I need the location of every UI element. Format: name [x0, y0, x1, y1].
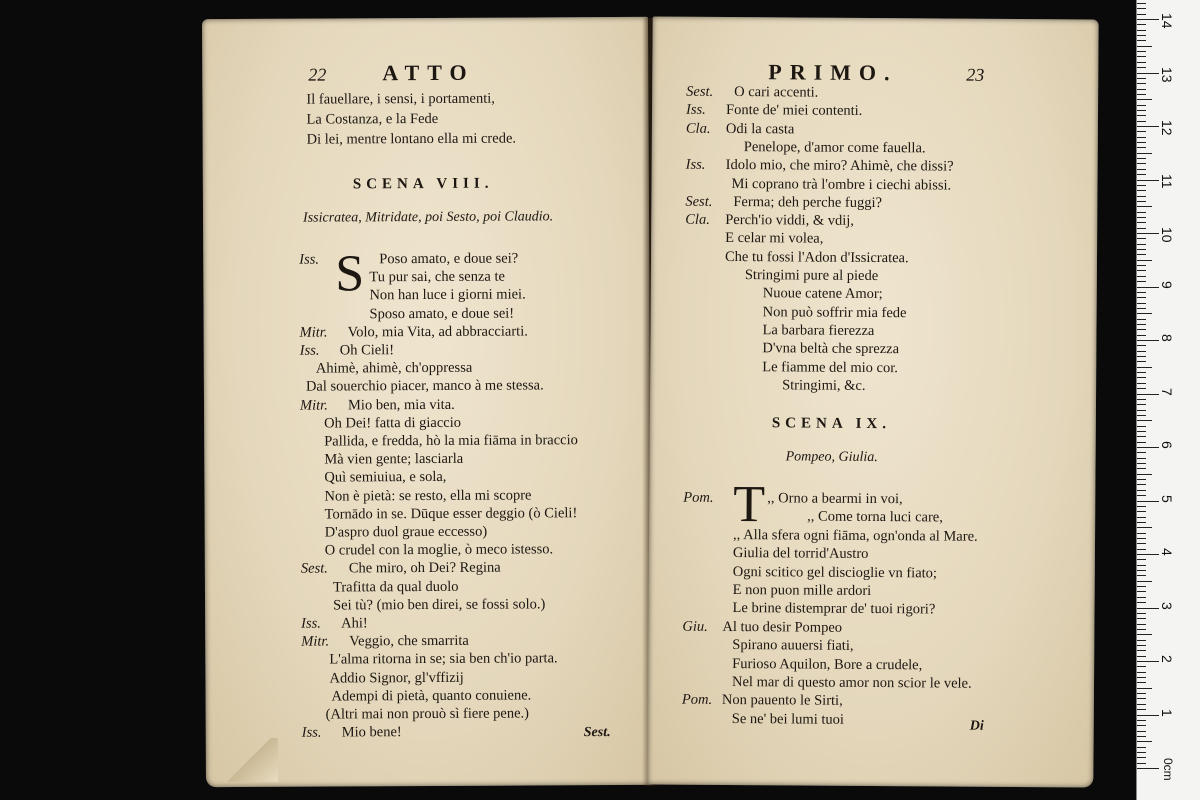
- ruler-tick: [1137, 608, 1159, 609]
- ruler-tick: [1137, 383, 1146, 384]
- ruler-tick: [1137, 78, 1146, 79]
- ruler-tick: [1137, 276, 1146, 277]
- ruler-tick: [1137, 19, 1159, 20]
- page-number: 22: [308, 64, 327, 85]
- ruler-tick: [1137, 741, 1152, 742]
- ruler-tick: [1137, 222, 1146, 223]
- speaker-label: Sest.: [685, 193, 713, 210]
- verse-line: Non è pietà: se resto, ella mi scopre: [324, 487, 532, 505]
- speaker-label: Cla.: [685, 120, 711, 137]
- ruler-tick: [1137, 190, 1146, 191]
- ruler-tick: [1137, 543, 1146, 544]
- ruler-tick: [1137, 736, 1146, 737]
- running-header: ATTO: [382, 59, 475, 86]
- ruler-tick: [1137, 254, 1146, 255]
- ruler-tick: [1137, 249, 1146, 250]
- ruler-number: 12: [1159, 120, 1175, 136]
- catchword: Sest.: [583, 725, 611, 741]
- ruler-tick: [1137, 725, 1146, 726]
- verse-line: Addio Signor, gl'vffizij: [329, 669, 464, 687]
- ruler-tick: [1137, 196, 1146, 197]
- verse-line: Non può soffrir mia fede: [762, 303, 907, 321]
- ruler-number: 3: [1159, 601, 1175, 610]
- ruler-tick: [1137, 468, 1146, 469]
- verse-line: ,, Orno a bearmi in voi,: [767, 490, 903, 508]
- verse-line: Pallida, e fredda, hò la mia fiāma in braccio: [324, 432, 578, 450]
- ruler-number: 10: [1159, 227, 1175, 243]
- ruler-tick: [1137, 270, 1146, 271]
- dramatis-personae: Issicratea, Mitridate, poi Sesto, poi Claudio.: [302, 209, 554, 226]
- ruler-tick: [1137, 645, 1146, 646]
- ruler-tick: [1137, 715, 1159, 716]
- ruler-tick: [1137, 351, 1146, 352]
- ruler-tick: [1137, 217, 1146, 218]
- text-line: Il fauellare, i sensi, i portamenti,: [306, 90, 495, 108]
- ruler-tick: [1137, 747, 1146, 748]
- speaker-label: Pom.: [681, 692, 713, 709]
- ruler-tick: [1137, 30, 1146, 31]
- left-page: [202, 17, 652, 787]
- verse-line: O cari accenti.: [734, 84, 819, 101]
- ruler-number: 7: [1159, 387, 1175, 396]
- ruler-tick: [1137, 153, 1152, 154]
- speaker-label: Cla.: [685, 211, 710, 228]
- ruler-tick: [1137, 121, 1146, 122]
- ruler-number: 2: [1159, 655, 1175, 663]
- ruler-tick: [1137, 89, 1146, 90]
- ruler-tick: [1137, 212, 1146, 213]
- ruler-tick: [1137, 345, 1146, 346]
- verse-line: Trafitta da qual duolo: [332, 578, 459, 596]
- ruler-tick: [1137, 94, 1146, 95]
- ruler-tick: [1137, 46, 1152, 47]
- ruler-tick: [1137, 174, 1146, 175]
- ruler-tick: [1137, 297, 1146, 298]
- ruler-tick: [1137, 565, 1146, 566]
- verse-line: L'alma ritorna in se; sia ben ch'io parta.: [329, 650, 558, 668]
- ruler-tick: [1137, 436, 1146, 437]
- verse-line: D'aspro duol graue eccesso): [324, 523, 488, 541]
- ruler-tick: [1137, 126, 1159, 127]
- verse-line: Fonte de' miei contenti.: [725, 102, 863, 120]
- verse-line: Mi coprano trà l'ombre i ciechi abissi.: [731, 175, 952, 194]
- ruler-tick: [1137, 688, 1152, 689]
- verse-line: Poso amato, e doue sei?: [379, 250, 519, 268]
- ruler-number: 4: [1159, 548, 1175, 556]
- ruler-number: 8: [1159, 334, 1175, 342]
- verse-line: Sposo amato, e doue sei!: [369, 305, 515, 322]
- ruler-unit: 0cm: [1161, 758, 1175, 781]
- speaker-label: Iss.: [299, 251, 320, 268]
- ruler-tick: [1137, 757, 1146, 758]
- speaker-label: Mitr.: [299, 397, 328, 414]
- text-line: Di lei, mentre lontano ella mi crede.: [306, 130, 517, 148]
- ruler-tick: [1137, 14, 1146, 15]
- ruler-tick: [1137, 677, 1146, 678]
- verse-line: Furioso Aquilon, Bore a crudele,: [732, 655, 923, 673]
- verse-line: Al tuo desir Pompeo: [722, 618, 843, 636]
- ruler-tick: [1137, 533, 1146, 534]
- ruler-tick: [1137, 99, 1152, 100]
- ruler-tick: [1137, 394, 1159, 395]
- ruler-tick: [1137, 399, 1146, 400]
- ruler-tick: [1137, 303, 1146, 304]
- ruler-tick: [1137, 40, 1146, 41]
- ruler-tick: [1137, 201, 1146, 202]
- dramatis-personae: Pompeo, Giulia.: [785, 449, 878, 466]
- speaker-label: Giu.: [682, 618, 708, 635]
- ruler-tick: [1137, 415, 1146, 416]
- speaker-label: Iss.: [301, 615, 321, 632]
- verse-line: Che tu fossi l'Adon d'Issicratea.: [724, 248, 909, 266]
- ruler-tick: [1137, 361, 1146, 362]
- ruler-tick: [1137, 672, 1146, 673]
- verse-line: Nuoue catene Amor;: [762, 285, 883, 303]
- ruler-tick: [1137, 698, 1146, 699]
- ruler-tick: [1137, 185, 1146, 186]
- ruler-tick: [1137, 340, 1159, 341]
- ruler-tick: [1137, 105, 1146, 106]
- speaker-label: Sest.: [300, 560, 328, 578]
- ruler-tick: [1137, 490, 1146, 491]
- ruler-tick: [1137, 367, 1152, 368]
- speaker-label: Mitr.: [301, 633, 330, 650]
- ruler-tick: [1137, 260, 1152, 261]
- ruler-number: 9: [1159, 280, 1175, 289]
- ruler-tick: [1137, 570, 1146, 571]
- ruler-tick: [1137, 591, 1146, 592]
- ruler-tick: [1137, 51, 1146, 52]
- ruler-tick: [1137, 206, 1152, 207]
- verse-line: Quì semiuiua, e sola,: [324, 469, 447, 486]
- ruler-tick: [1137, 597, 1146, 598]
- ruler-tick: [1137, 8, 1146, 9]
- verse-line: Tu pur sai, che senza te: [369, 268, 505, 286]
- verse-line: Giulia del torrid'Austro: [732, 545, 869, 563]
- drop-cap: T: [733, 476, 766, 534]
- ruler-tick: [1137, 287, 1159, 288]
- ruler-tick: [1137, 238, 1146, 239]
- verse-line: Stringimi, &c.: [782, 377, 866, 394]
- ruler-tick: [1137, 474, 1152, 475]
- ruler-number: 13: [1159, 66, 1175, 83]
- ruler-tick: [1137, 62, 1146, 63]
- ruler-tick: [1137, 602, 1146, 603]
- verse-line: Non pauento le Sirti,: [721, 692, 843, 710]
- ruler-tick: [1137, 24, 1146, 25]
- text-line: La Costanza, e la Fede: [306, 110, 439, 128]
- ruler-tick: [1137, 763, 1146, 764]
- verse-line: Adempi di pietà, quanto conuiene.: [331, 687, 532, 705]
- ruler-tick: [1137, 324, 1146, 325]
- ruler-tick: [1137, 110, 1146, 111]
- ruler-tick: [1137, 538, 1146, 539]
- ruler-tick: [1137, 329, 1146, 330]
- ruler-tick: [1137, 575, 1146, 576]
- ruler-tick: [1137, 442, 1146, 443]
- ruler-tick: [1137, 426, 1146, 427]
- ruler-tick: [1137, 661, 1159, 662]
- ruler-tick: [1137, 115, 1146, 116]
- verse-line: Spirano auuersi fiati,: [732, 637, 854, 655]
- speaker-label: Pom.: [683, 489, 714, 506]
- ruler-number: 14: [1159, 13, 1175, 29]
- ruler-number: 1: [1159, 708, 1175, 717]
- verse-line: Ogni scitico gel discioglie vn fiato;: [732, 563, 938, 582]
- verse-line: Mio bene!: [341, 724, 402, 741]
- ruler-tick: [1137, 56, 1146, 57]
- verse-line: Volo, mia Vita, ad abbracciarti.: [347, 323, 528, 341]
- verse-line: Oh Dei! fatta di giaccio: [324, 414, 462, 432]
- ruler-tick: [1137, 704, 1146, 705]
- ruler-tick: [1137, 640, 1146, 641]
- ruler-tick: [1137, 682, 1146, 683]
- verse-line: D'vna beltà che sprezza: [762, 340, 900, 358]
- ruler-tick: [1137, 656, 1146, 657]
- ruler-tick: [1137, 244, 1146, 245]
- ruler-tick: [1137, 388, 1146, 389]
- verse-line: Oh Cieli!: [339, 342, 395, 359]
- ruler-tick: [1137, 511, 1146, 512]
- ruler-tick: [1137, 501, 1159, 502]
- ruler-tick: [1137, 404, 1146, 405]
- ruler-tick: [1137, 292, 1146, 293]
- verse-line: Stringimi pure al piede: [744, 267, 879, 285]
- verse-line: Le fiamme del mio cor.: [762, 358, 898, 376]
- ruler-tick: [1137, 581, 1152, 582]
- page-number: 23: [966, 64, 985, 85]
- ruler-tick: [1137, 73, 1159, 74]
- ruler-tick: [1137, 180, 1159, 181]
- ruler-tick: [1137, 281, 1146, 282]
- verse-line: Le brine distemprar de' tuoi rigori?: [732, 600, 936, 618]
- ruler-tick: [1137, 495, 1146, 496]
- verse-line: E celar mi volea,: [725, 230, 824, 248]
- ruler-tick: [1137, 586, 1146, 587]
- drop-cap: S: [335, 245, 365, 303]
- verse-line: Ahimè, ahimè, ch'oppressa: [315, 359, 473, 377]
- ruler-tick: [1137, 147, 1146, 148]
- speaker-label: Iss.: [299, 342, 320, 359]
- ruler-tick: [1137, 67, 1146, 68]
- ruler-tick: [1137, 463, 1146, 464]
- ruler-tick: [1137, 158, 1146, 159]
- ruler-tick: [1137, 35, 1146, 36]
- ruler-tick: [1137, 319, 1146, 320]
- ruler-tick: [1137, 163, 1146, 164]
- ruler-tick: [1137, 720, 1146, 721]
- ruler-tick: [1137, 618, 1146, 619]
- ruler-tick: [1137, 137, 1146, 138]
- measurement-ruler: [1136, 0, 1200, 800]
- ruler-number: 6: [1159, 441, 1175, 449]
- ruler-tick: [1137, 559, 1146, 560]
- verse-line: Ahi!: [341, 615, 368, 632]
- ruler-tick: [1137, 549, 1146, 550]
- ruler-tick: [1137, 265, 1146, 266]
- right-page: [647, 16, 1098, 787]
- ruler-tick: [1137, 634, 1152, 635]
- speaker-label: Iss.: [685, 156, 706, 174]
- ruler-tick: [1137, 228, 1146, 229]
- ruler-tick: [1137, 3, 1146, 4]
- ruler-tick: [1137, 458, 1146, 459]
- verse-line: Penelope, d'amor come fauella.: [743, 138, 926, 157]
- ruler-tick: [1137, 420, 1152, 421]
- verse-line: Sei tù? (mio ben direi, se fossi solo.): [333, 596, 546, 614]
- ruler-tick: [1137, 142, 1146, 143]
- scene-title: SCENA IX.: [771, 415, 892, 433]
- ruler-number: 5: [1159, 494, 1175, 503]
- verse-line: (Altri mai non prouò sì fiere pene.): [325, 705, 530, 723]
- ruler-tick: [1137, 308, 1146, 309]
- ruler-tick: [1137, 693, 1146, 694]
- ruler-tick: [1137, 452, 1146, 453]
- ruler-tick: [1137, 410, 1146, 411]
- verse-line: Nel mar di questo amor non scior le vele.: [731, 674, 972, 692]
- ruler-tick: [1137, 233, 1159, 234]
- ruler-tick: [1137, 484, 1146, 485]
- verse-line: Perch'io viddi, & vdij,: [725, 212, 855, 229]
- ruler-tick: [1137, 313, 1152, 314]
- ruler-tick: [1137, 506, 1146, 507]
- verse-line: Idolo mio, che miro? Ahimè, che dissi?: [725, 157, 954, 175]
- ruler-tick: [1137, 554, 1159, 555]
- catchword: Di: [969, 718, 984, 734]
- ruler-number: 11: [1159, 173, 1175, 189]
- verse-line: Ferma; deh perche fuggi?: [733, 193, 883, 211]
- ruler-tick: [1137, 169, 1146, 170]
- verse-line: Se ne' bei lumi tuoi: [731, 710, 844, 728]
- verse-line: Che miro, oh Dei? Regina: [348, 560, 501, 577]
- ruler-tick: [1137, 613, 1146, 614]
- ruler-tick: [1137, 629, 1146, 630]
- verse-line: Non han luce i giorni miei.: [369, 286, 526, 304]
- verse-line: Tornādo in se. Dūque esser deggio (ò Cieli!: [324, 505, 578, 523]
- ruler-tick: [1137, 131, 1146, 132]
- ruler-tick: [1137, 624, 1146, 625]
- ruler-tick: [1137, 666, 1146, 667]
- speaker-label: Iss.: [685, 101, 706, 119]
- ruler-tick: [1137, 731, 1146, 732]
- running-header: PRIMO.: [768, 59, 898, 86]
- ruler-tick: [1137, 431, 1146, 432]
- verse-line: Mio ben, mia vita.: [347, 396, 455, 414]
- ruler-tick: [1137, 83, 1146, 84]
- ruler-tick: [1137, 377, 1146, 378]
- ruler-tick: [1137, 709, 1146, 710]
- verse-line: Mà vien gente; lasciarla: [324, 450, 464, 468]
- ruler-tick: [1137, 527, 1152, 528]
- verse-line: O crudel con la moglie, ò meco istesso.: [324, 541, 554, 559]
- ruler-tick: [1137, 522, 1146, 523]
- verse-line: Odi la casta: [725, 120, 795, 138]
- speaker-label: Sest.: [686, 83, 714, 100]
- verse-line: ,, Alla sfera ogni fiāma, ogn'onda al Mare.: [733, 526, 978, 545]
- ruler-tick: [1137, 768, 1159, 769]
- ruler-tick: [1137, 517, 1146, 518]
- verse-line: ,, Come torna luci care,: [807, 508, 943, 526]
- ruler-tick: [1137, 479, 1146, 480]
- ruler-tick: [1137, 650, 1146, 651]
- ruler-tick: [1137, 335, 1146, 336]
- ruler-tick: [1137, 447, 1159, 448]
- scene-title: SCENA VIII.: [352, 175, 494, 193]
- speaker-label: Mitr.: [299, 324, 328, 341]
- folded-corner: [228, 738, 278, 782]
- verse-line: Dal souerchio piacer, manco à me stessa.: [305, 377, 544, 396]
- ruler-tick: [1137, 372, 1146, 373]
- ruler-tick: [1137, 356, 1146, 357]
- ruler-tick: [1137, 752, 1146, 753]
- verse-line: La barbara fierezza: [762, 322, 875, 339]
- speaker-label: Iss.: [301, 724, 322, 741]
- verse-line: Veggio, che smarrita: [349, 632, 469, 650]
- verse-line: E non puon mille ardori: [732, 582, 872, 599]
